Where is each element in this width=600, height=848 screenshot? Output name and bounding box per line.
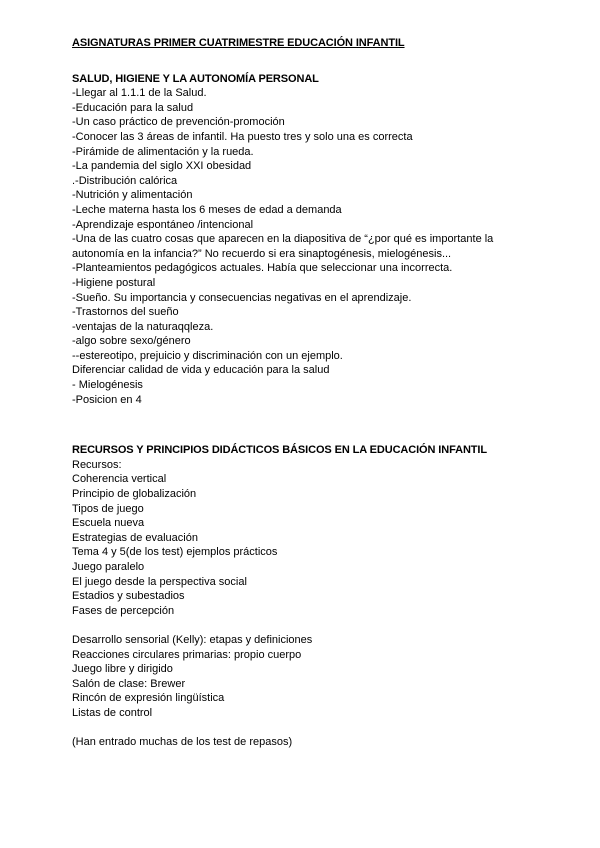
list-item: Fases de percepción bbox=[72, 604, 175, 617]
list-item: -Higiene postural bbox=[72, 276, 156, 289]
list-item: -Un caso práctico de prevención-promoción bbox=[72, 116, 285, 129]
list-item: Juego paralelo bbox=[72, 561, 145, 573]
list-item: Reacciones circulares primarias: propio cuerpo bbox=[72, 648, 302, 661]
section-heading: RECURSOS Y PRINCIPIOS DIDÁCTICOS BÁSICOS EN LA EDUCACIÓN INFANTIL bbox=[72, 444, 488, 457]
list-item: .-Distribución calórica bbox=[72, 174, 178, 187]
list-item: -Pirámide de alimentación y la rueda. bbox=[72, 145, 254, 158]
list-item: -Aprendizaje espontáneo /intencional bbox=[72, 218, 254, 231]
list-item: -Posicion en 4 bbox=[72, 393, 142, 406]
section-recursos-principios bbox=[72, 443, 542, 749]
list-item: -Planteamientos pedagógicos actuales. Había que seleccionar una incorrecta. bbox=[72, 262, 453, 275]
list-item: Desarrollo sensorial (Kelly): etapas y definiciones bbox=[72, 633, 313, 646]
spacer bbox=[72, 721, 542, 736]
list-item: Listas de control bbox=[72, 706, 153, 719]
list-item: - Mielogénesis bbox=[72, 379, 143, 392]
spacer bbox=[72, 51, 542, 72]
list-item: --estereotipo, prejuicio y discriminación con un ejemplo. bbox=[72, 349, 343, 362]
list-item: -Leche materna hasta los 6 meses de edad a demanda bbox=[72, 203, 342, 216]
list-item: -La pandemia del siglo XXI obesidad bbox=[72, 160, 252, 173]
list-item: Rincón de expresión lingüística bbox=[72, 692, 225, 705]
list-item: Salón de clase: Brewer bbox=[72, 677, 186, 690]
list-item: Principio de globalización bbox=[72, 488, 197, 501]
list-item: -Conocer las 3 áreas de infantil. Ha puesto tres y solo una es correcta bbox=[72, 130, 413, 143]
list-item: -ventajas de la naturaqqleza. bbox=[72, 320, 214, 333]
list-item: Estadios y subestadios bbox=[72, 590, 185, 603]
list-item: Diferenciar calidad de vida y educación para la salud bbox=[72, 364, 330, 377]
list-item: -Llegar al 1.1.1 de la Salud. bbox=[72, 87, 207, 100]
list-item: Escuela nueva bbox=[72, 517, 145, 530]
list-item: -Trastornos del sueño bbox=[72, 306, 179, 319]
document-content bbox=[72, 36, 542, 750]
closing-note: (Han entrado muchas de los test de repasos) bbox=[72, 736, 293, 749]
section-heading: SALUD, HIGIENE Y LA AUTONOMÍA PERSONAL bbox=[72, 72, 319, 85]
list-item: -Nutrición y alimentación bbox=[72, 189, 193, 202]
section-salud-higiene bbox=[72, 72, 542, 408]
list-item: El juego desde la perspectiva social bbox=[72, 575, 247, 588]
list-item: Tema 4 y 5(de los test) ejemplos prácticos bbox=[72, 546, 278, 559]
list-item: Tipos de juego bbox=[72, 502, 144, 515]
list-item: Coherencia vertical bbox=[72, 473, 167, 486]
list-item: Juego libre y dirigido bbox=[72, 663, 173, 676]
document-title: ASIGNATURAS PRIMER CUATRIMESTRE EDUCACIÓN INFANTIL bbox=[72, 37, 405, 49]
list-item: Estrategias de evaluación bbox=[72, 531, 198, 544]
spacer bbox=[72, 618, 542, 633]
list-item: -algo sobre sexo/género bbox=[72, 335, 191, 348]
list-item: -Una de las cuatro cosas que aparecen en la diapositiva de “¿por qué es importante la autonomía en la infancia?” No recuerdo si era sinaptogénesis, mielogénesis... bbox=[72, 233, 494, 260]
spacer bbox=[72, 407, 542, 443]
list-item: Recursos: bbox=[72, 458, 122, 471]
list-item: -Educación para la salud bbox=[72, 101, 194, 114]
list-item: -Sueño. Su importancia y consecuencias negativas en el aprendizaje. bbox=[72, 291, 412, 304]
